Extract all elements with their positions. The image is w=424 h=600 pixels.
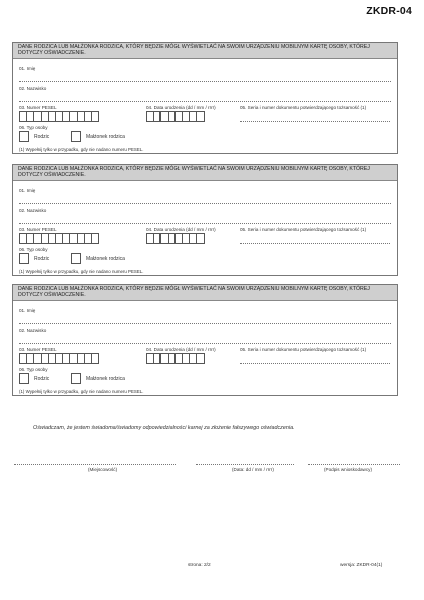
person-section — [12, 164, 398, 276]
first-name-input[interactable] — [19, 81, 391, 82]
last-name-label: 02. Nazwisko — [19, 86, 47, 91]
page-number: strona: 2/2 — [188, 563, 211, 568]
document-label: 05. Seria i numer dokumentu potwierdzającego tożsamość (1) — [240, 347, 367, 352]
date-field[interactable] — [196, 464, 294, 465]
spouse-checkbox[interactable] — [71, 253, 81, 264]
input-cell[interactable] — [196, 111, 204, 122]
last-name-input[interactable] — [19, 343, 391, 344]
section-header: DANE RODZICA LUB MAŁŻONKA RODZICA, KTÓRY BĘDZIE MÓGŁ WYŚWIETLAĆ NA SWOIM URZĄDZENIU MOBILNYM KARTĘ OSOBY, KTÓREJ DOTYCZY OŚWIADCZENIE. — [13, 165, 397, 181]
spouse-option-label: Małżonek rodzica — [86, 134, 125, 140]
birth-date-label: 04. Data urodzenia (dd / mm / rrrr) — [146, 227, 216, 232]
version-label: wersja: ZKDR-04(1) — [340, 563, 383, 568]
section-header: DANE RODZICA LUB MAŁŻONKA RODZICA, KTÓRY BĘDZIE MÓGŁ WYŚWIETLAĆ NA SWOIM URZĄDZENIU MOBILNYM KARTĘ OSOBY, KTÓREJ DOTYCZY OŚWIADCZENIE. — [13, 43, 397, 59]
document-input[interactable] — [240, 363, 390, 364]
document-input[interactable] — [240, 243, 390, 244]
pesel-input[interactable] — [19, 233, 98, 244]
birth-date-input[interactable] — [146, 233, 204, 244]
input-cell[interactable] — [91, 233, 99, 244]
last-name-input[interactable] — [19, 223, 391, 224]
input-cell[interactable] — [196, 353, 204, 364]
first-name-input[interactable] — [19, 203, 391, 204]
birth-date-label: 04. Data urodzenia (dd / mm / rrrr) — [146, 347, 216, 352]
form-code: ZKDR-04 — [366, 5, 412, 17]
last-name-label: 02. Nazwisko — [19, 328, 47, 333]
parent-option-label: Rodzic — [34, 376, 50, 382]
input-cell[interactable] — [91, 111, 99, 122]
date-label: (Data: dd / mm / rrrr) — [232, 467, 274, 472]
parent-option-label: Rodzic — [34, 256, 50, 262]
person-type-label: 06. Typ osoby — [19, 125, 48, 130]
birth-date-input[interactable] — [146, 111, 204, 122]
person-type-label: 06. Typ osoby — [19, 367, 48, 372]
place-field[interactable] — [14, 464, 176, 465]
signature-field[interactable] — [308, 464, 400, 465]
declaration-text: Oświadczam, że jestem świadoma/świadomy odpowiedzialności karnej za złożenie fałszywego oświadczenia. — [33, 425, 295, 431]
parent-option-label: Rodzic — [34, 134, 50, 140]
parent-checkbox[interactable] — [19, 373, 29, 384]
spouse-checkbox[interactable] — [71, 131, 81, 142]
section-header: DANE RODZICA LUB MAŁŻONKA RODZICA, KTÓRY BĘDZIE MÓGŁ WYŚWIETLAĆ NA SWOIM URZĄDZENIU MOBILNYM KARTĘ OSOBY, KTÓREJ DOTYCZY OŚWIADCZENIE. — [13, 285, 397, 301]
pesel-label: 03. Numer PESEL — [19, 105, 57, 110]
signature-label: (Podpis wnioskodawcy) — [324, 467, 372, 472]
input-cell[interactable] — [91, 353, 99, 364]
parent-checkbox[interactable] — [19, 131, 29, 142]
birth-date-input[interactable] — [146, 353, 204, 364]
pesel-input[interactable] — [19, 353, 98, 364]
pesel-label: 03. Numer PESEL — [19, 227, 57, 232]
birth-date-label: 04. Data urodzenia (dd / mm / rrrr) — [146, 105, 216, 110]
last-name-input[interactable] — [19, 101, 391, 102]
document-input[interactable] — [240, 121, 390, 122]
first-name-label: 01. Imię — [19, 308, 36, 313]
place-label: (Miejscowość) — [88, 467, 118, 472]
footnote: (1) Wypełnij tylko w przypadku, gdy nie nadano numeru PESEL. — [19, 389, 144, 394]
first-name-input[interactable] — [19, 323, 391, 324]
person-section — [12, 284, 398, 396]
spouse-checkbox[interactable] — [71, 373, 81, 384]
person-type-label: 06. Typ osoby — [19, 247, 48, 252]
pesel-label: 03. Numer PESEL — [19, 347, 57, 352]
input-cell[interactable] — [196, 233, 204, 244]
footnote: (1) Wypełnij tylko w przypadku, gdy nie nadano numeru PESEL. — [19, 147, 144, 152]
last-name-label: 02. Nazwisko — [19, 208, 47, 213]
pesel-input[interactable] — [19, 111, 98, 122]
parent-checkbox[interactable] — [19, 253, 29, 264]
spouse-option-label: Małżonek rodzica — [86, 376, 125, 382]
first-name-label: 01. Imię — [19, 188, 36, 193]
document-label: 05. Seria i numer dokumentu potwierdzającego tożsamość (1) — [240, 105, 367, 110]
document-label: 05. Seria i numer dokumentu potwierdzającego tożsamość (1) — [240, 227, 367, 232]
first-name-label: 01. Imię — [19, 66, 36, 71]
spouse-option-label: Małżonek rodzica — [86, 256, 125, 262]
footnote: (1) Wypełnij tylko w przypadku, gdy nie nadano numeru PESEL. — [19, 269, 144, 274]
person-section — [12, 42, 398, 154]
